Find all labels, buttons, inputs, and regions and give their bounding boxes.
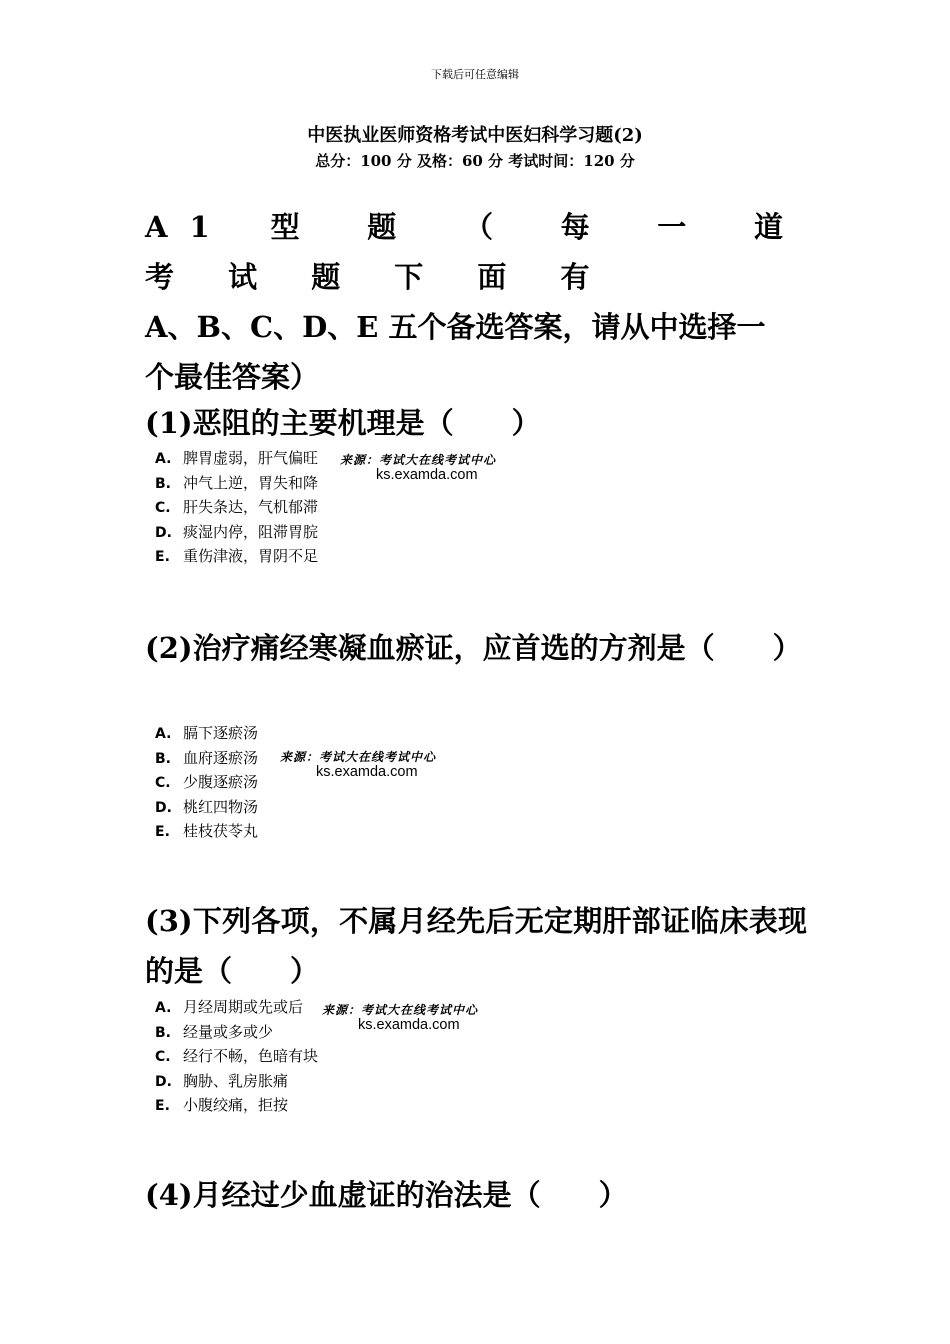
option[interactable]	[155, 820, 258, 845]
section-heading-line-3: 个最佳答案）	[145, 360, 320, 394]
option-letter: C.	[155, 500, 171, 516]
option[interactable]	[155, 496, 318, 521]
watermark-url: ks.examda.com	[376, 467, 478, 483]
option-text: 小腹绞痛，拒按	[183, 1096, 289, 1114]
option-text: 肝失条达，气机郁滞	[183, 498, 319, 516]
option-text: 经行不畅，色暗有块	[183, 1047, 319, 1065]
section-heading-line-1: A1 型 题 （ 每 一 道 考 试 题 下 面 有	[145, 210, 805, 294]
option-letter: B.	[155, 750, 171, 767]
option-text: 痰湿内停，阻滞胃脘	[183, 522, 319, 541]
option-text: 脾胃虚弱，肝气偏旺	[183, 449, 319, 467]
option-text: 桂枝茯苓丸	[183, 822, 259, 840]
option-list	[155, 722, 258, 845]
watermark-source: 来源：考试大在线考试中心	[340, 453, 497, 467]
question-stem: (3)下列各项，不属月经先后无定期肝部证临床表现的是（ ）	[145, 904, 807, 988]
question-stem: (2)治疗痛经寒凝血瘀证，应首选的方剂是（ ）	[145, 631, 802, 665]
option[interactable]	[155, 521, 318, 546]
option-letter: A.	[155, 726, 172, 742]
option-letter: E.	[155, 1098, 170, 1114]
watermark	[322, 1001, 478, 1033]
option[interactable]	[155, 722, 258, 747]
option[interactable]	[155, 472, 318, 497]
option-letter: C.	[155, 775, 171, 791]
option-text: 少腹逐瘀汤	[183, 773, 259, 791]
option[interactable]	[155, 1045, 318, 1070]
option-letter: A.	[155, 451, 172, 467]
option-letter: A.	[155, 1000, 172, 1016]
option[interactable]	[155, 996, 318, 1021]
header-note: 下载后可任意编辑	[431, 68, 519, 81]
option-text: 重伤津液，胃阴不足	[183, 547, 319, 565]
option-list	[155, 447, 318, 570]
watermark-source: 来源：考试大在线考试中心	[280, 750, 437, 764]
watermark	[280, 748, 436, 780]
option-text: 血府逐瘀汤	[183, 748, 259, 767]
option-letter: D.	[155, 799, 172, 816]
option-letter: E.	[155, 549, 170, 565]
option[interactable]	[155, 545, 318, 570]
watermark-url: ks.examda.com	[316, 764, 418, 780]
option-text: 胸胁、乳房胀痛	[183, 1071, 289, 1090]
option[interactable]	[155, 1070, 318, 1095]
option-text: 冲气上逆，胃失和降	[183, 473, 319, 492]
question-stem: (1)恶阻的主要机理是（ ）	[145, 406, 541, 440]
option-letter: D.	[155, 1073, 172, 1090]
option-letter: C.	[155, 1049, 171, 1065]
option[interactable]	[155, 796, 258, 821]
option-text: 月经周期或先或后	[183, 998, 304, 1016]
option[interactable]	[155, 1094, 318, 1119]
section-heading	[145, 202, 805, 402]
option-list	[155, 996, 318, 1119]
section-heading-line-2: A、B、C、D、E 五个备选答案，请从中选择一	[145, 310, 766, 344]
option-letter: E.	[155, 824, 170, 840]
watermark	[340, 451, 496, 483]
question-stem: (4)月经过少血虚证的治法是（ ）	[145, 1178, 628, 1212]
option-text: 桃红四物汤	[183, 797, 259, 816]
option[interactable]	[155, 1021, 318, 1046]
option[interactable]	[155, 747, 258, 772]
page-title: 中医执业医师资格考试中医妇科学习题(2)	[307, 125, 643, 146]
option-text: 经量或多或少	[183, 1022, 274, 1041]
option-letter: B.	[155, 475, 171, 492]
watermark-source: 来源：考试大在线考试中心	[322, 1003, 479, 1017]
exam-info: 总分：100 分 及格：60 分 考试时间：120 分	[315, 152, 635, 170]
option-letter: D.	[155, 524, 172, 541]
option[interactable]	[155, 447, 318, 472]
watermark-url: ks.examda.com	[358, 1017, 460, 1033]
option-text: 膈下逐瘀汤	[183, 724, 259, 742]
option[interactable]	[155, 771, 258, 796]
option-letter: B.	[155, 1024, 171, 1041]
